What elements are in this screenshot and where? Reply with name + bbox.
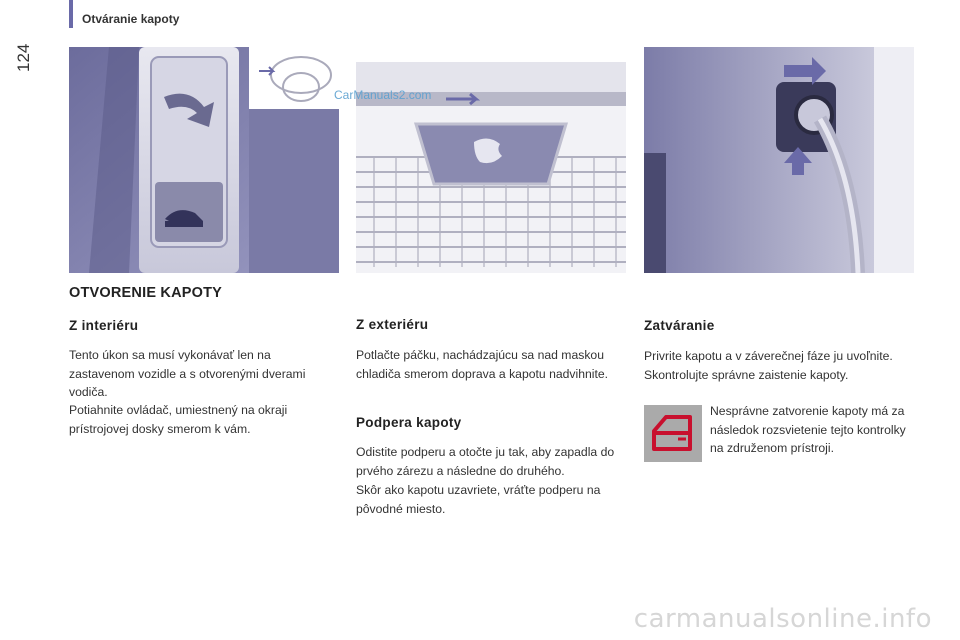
page-header-title: Otváranie kapoty [82,12,180,26]
col3-heading: Zatváranie [644,318,715,333]
col3-paragraph: Privrite kapotu a v záverečnej fáze ju uvoľnite. Skontrolujte správne zaistenie kapoty. [644,349,893,382]
col3-warning-text: Nesprávne zatvorenie kapoty má za následok rozsvietenie tejto kontrolky na združenom prístroji. [710,404,906,455]
col1-heading: Z interiéru [69,318,139,333]
watermark-text: CarManuals2.com [334,88,432,102]
col1-paragraph-1: Tento úkon sa musí vykonávať len na zastavenom vozidle a s otvorenými dverami vodiča. [69,348,306,399]
col1-paragraph-2: Potiahnite ovládač, umiestnený na okraji prístrojovej dosky smerom k vám. [69,403,288,436]
page-number: 124 [14,43,33,72]
figure-interior-release [69,47,339,273]
main-heading: OTVORENIE KAPOTY [69,285,223,301]
header-accent-bar [69,0,73,28]
footer-watermark: carmanualsonline.info [633,604,932,634]
col2-paragraph-2: Odistite podperu a otočte ju tak, aby zapadla do prvého zárezu a následne do druhého. [356,445,615,478]
col2-heading: Z exteriéru [356,317,429,332]
figure-hood-prop [644,47,914,273]
col2-heading-2: Podpera kapoty [356,415,462,430]
col2-paragraph: Potlačte páčku, nachádzajúcu sa nad maskou chladiča smerom doprava a kapotu nadvihnite. [356,348,609,381]
col2-paragraph-3: Skôr ako kapotu uzavriete, vráťte podperu na pôvodné miesto. [356,483,601,516]
hood-open-warning-icon [644,405,702,462]
